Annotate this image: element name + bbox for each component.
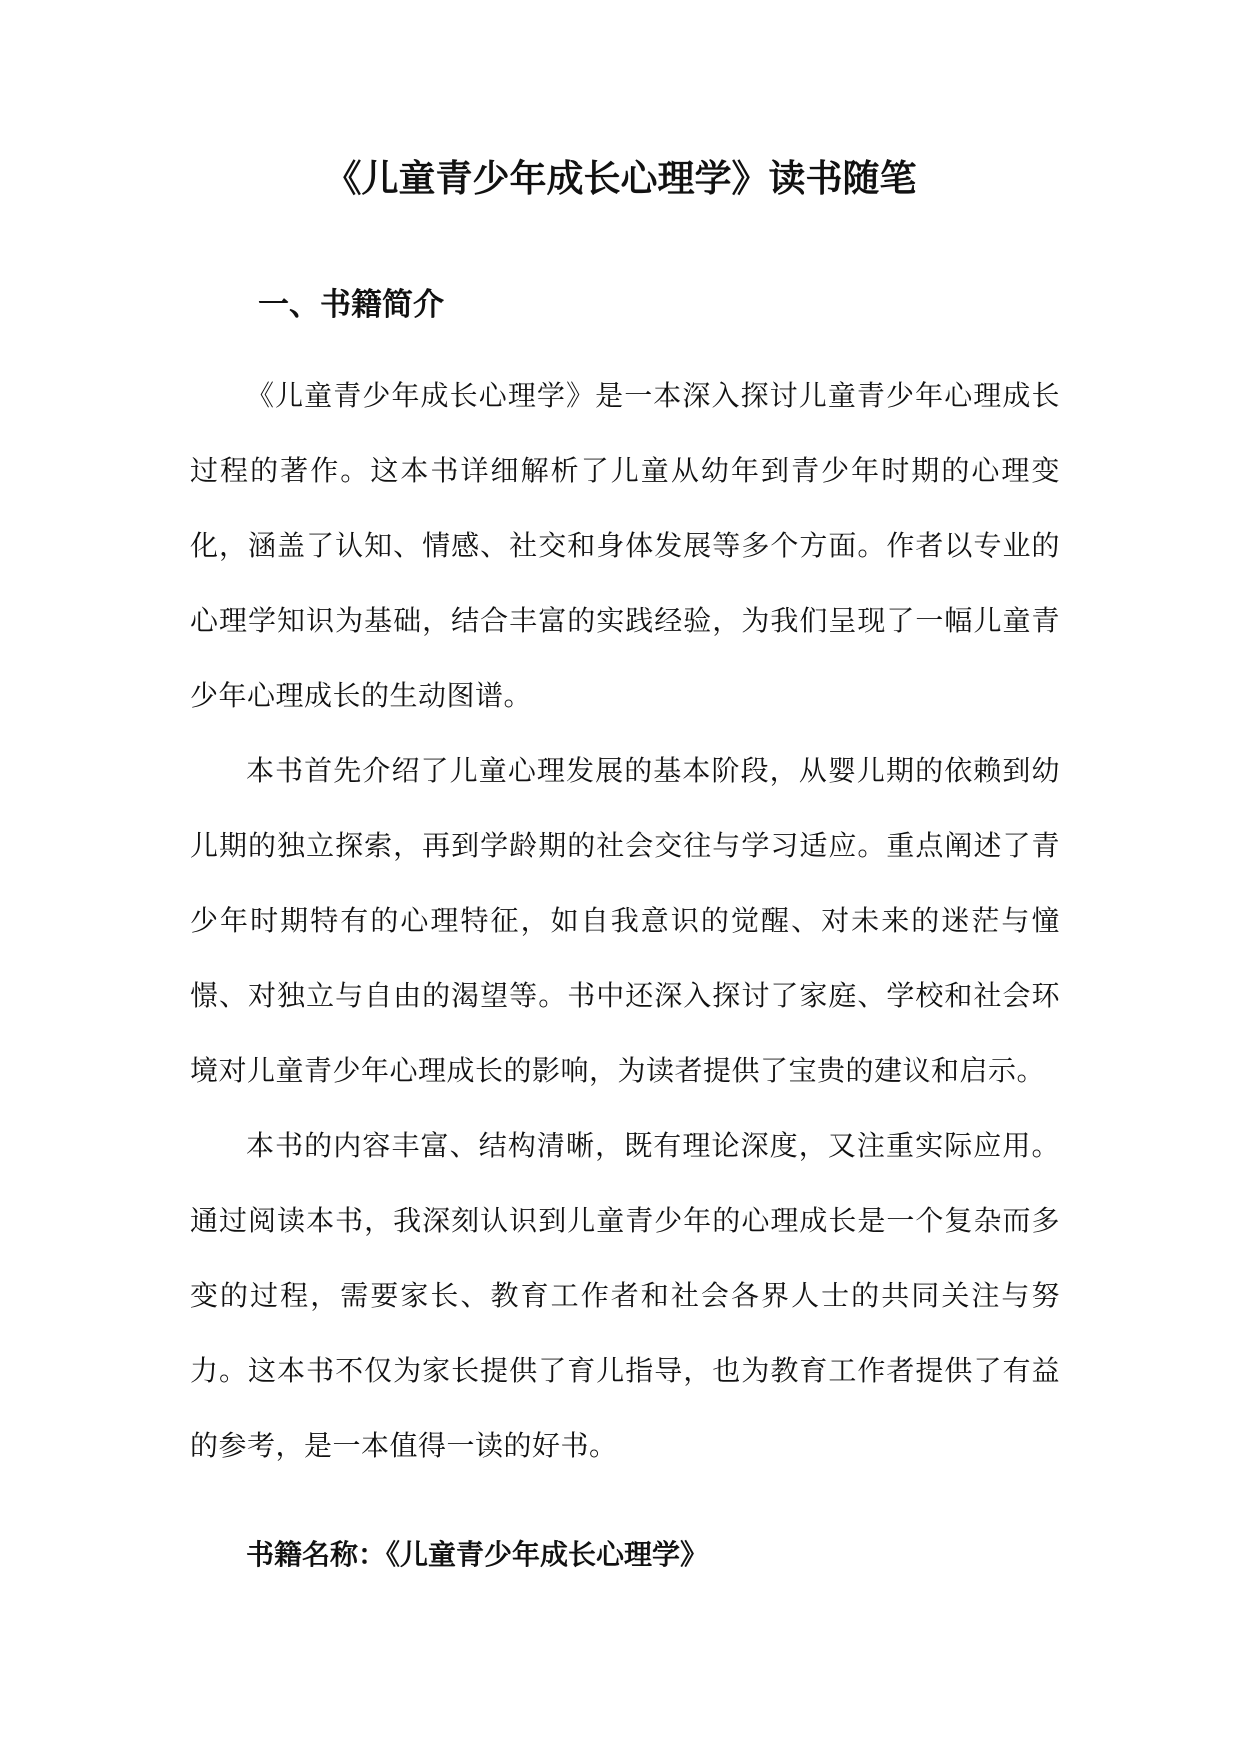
paragraph-2: 本书首先介绍了儿童心理发展的基本阶段，从婴儿期的依赖到幼儿期的独立探索，再到学龄期的社会交往与学习适应。重点阐述了青少年时期特有的心理特征，如自我意识的觉醒、对未来的迷茫与憧憬、对独立与自由的渴望等。书中还深入探讨了家庭、学校和社会环境对儿童青少年心理成长的影响，为读者提供了宝贵的建议和启示。 (190, 754, 1060, 1087)
paragraph-3: 本书的内容丰富、结构清晰，既有理论深度，又注重实际应用。通过阅读本书，我深刻认识到儿童青少年的心理成长是一个复杂而多变的过程，需要家长、教育工作者和社会各界人士的共同关注与努力。这本书不仅为家长提供了育儿指导，也为教育工作者提供了有益的参考，是一本值得一读的好书。 (190, 1129, 1060, 1462)
book-name-line: 书籍名称：《儿童青少年成长心理学》 (246, 1538, 709, 1571)
section-heading: 一、书籍简介 (258, 287, 444, 323)
paragraph-1: 《儿童青少年成长心理学》是一本深入探讨儿童青少年心理成长过程的著作。这本书详细解析了儿童从幼年到青少年时期的心理变化，涵盖了认知、情感、社交和身体发展等多个方面。作者以专业的心理学知识为基础，结合丰富的实践经验，为我们呈现了一幅儿童青少年心理成长的生动图谱。 (190, 379, 1060, 712)
document-title: 《儿童青少年成长心理学》读书随笔 (324, 156, 917, 200)
document-body (190, 358, 1060, 1483)
